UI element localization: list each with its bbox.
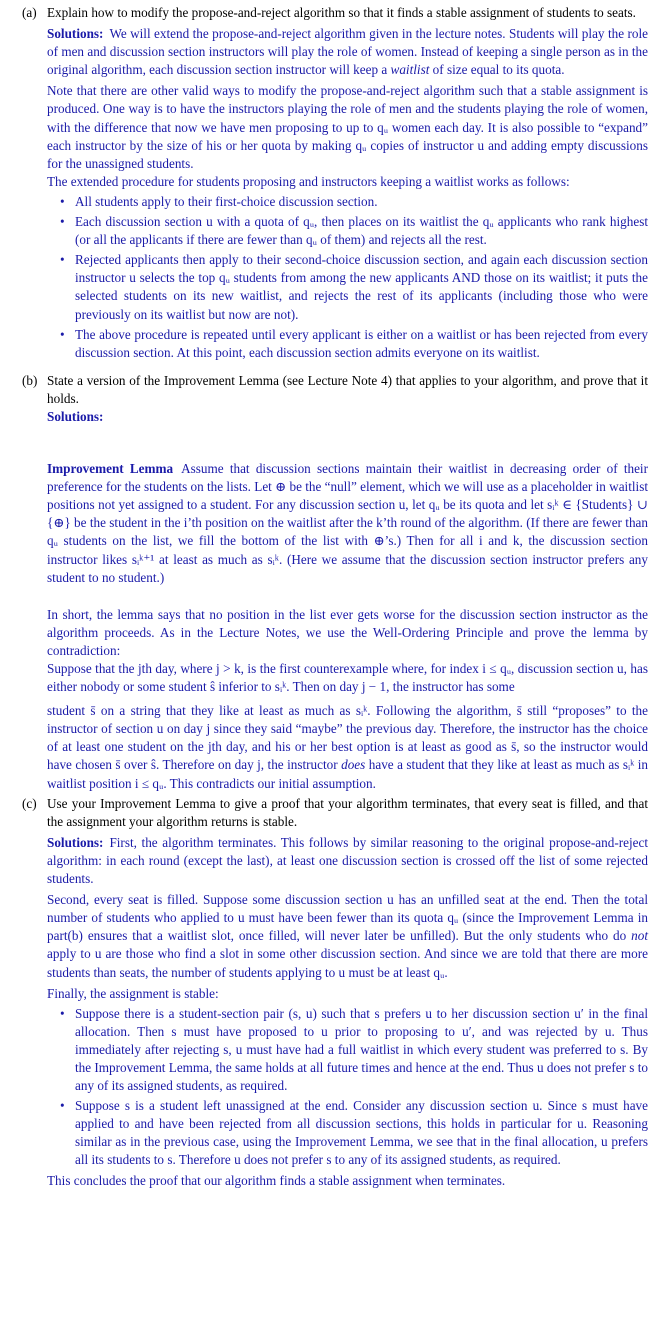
part-a-solution-p1-emph: waitlist xyxy=(390,62,430,78)
part-a-bullet-list xyxy=(47,193,648,362)
part-b-short: In short, the lemma says that no position in the list ever gets worse for the discussion section instructor as the algorithm proceeds. As in the Lecture Notes, we use the Well-Ordering Principle and prove the lemma by contradiction: xyxy=(47,606,648,658)
part-c-solution-heading: Solutions: xyxy=(47,834,104,850)
part-c-bullet-list xyxy=(47,1005,648,1170)
part-a-bullet: • All students apply to their first-choice discussion section. xyxy=(75,193,648,211)
part-c-conclusion: This concludes the proof that our algorithm finds a stable assignment when terminates. xyxy=(47,1172,506,1188)
part-a-bullet: • Each discussion section u with a quota of qᵤ, then places on its waitlist the qᵤ applicants who rank highest (or all the applicants if there are fewer than qᵤ of them) and rejects all the rest. xyxy=(75,213,648,249)
part-b xyxy=(22,372,648,793)
part-b-suppose: Suppose that the jth day, where j > k, is the first counterexample where, for index i ≤ qᵤ, discussion section u, has either nobody or some student ŝ inferior to sᵢᵏ. Then on day j − 1, the instructor has some xyxy=(47,661,648,695)
part-b-lemma xyxy=(47,460,648,587)
part-a-p2: Note that there are other valid ways to modify the propose-and-reject algorithm such that a stable assignment is produced. One way is to have the instructors playing the role of men and the students playing the role of women, with the difference that now we have men proposing to up to qᵤ women each day. It is also possible to “expand” each instructor by the size of his or her quota by making qᵤ copies of instructor u and adding empty discussions for the unassigned students. xyxy=(47,83,648,171)
part-b-blank-space xyxy=(47,426,648,460)
part-a-solution-p1-before: We will extend the propose-and-reject algorithm given in the lecture notes. Students will play the role of men and discussion section instructors will play the role of women. Instead of keeping a single person as in the original algorithm, each discussion section instructor will keep a xyxy=(47,26,648,78)
part-b-student-para xyxy=(47,702,648,792)
part-c-p2-before: Second, every seat is filled. Suppose some discussion section u has an unfilled seat at the end. Then the total number of students who applied to u must have been fewer than its quota qᵤ (since the Improvement Lemma in part(b) ensures that a waitlist slot, once filled, will never later be unfilled). But the only students who do xyxy=(47,892,648,944)
part-b-lemma-title: Improvement Lemma xyxy=(47,461,174,477)
part-b-label: (b) xyxy=(22,372,38,388)
part-c-bullet: • Suppose s is a student left unassigned at the end. Consider any discussion section u. Since s must have applied to and have been rejected from all discussion sections, this holds in particular for u. Reasoning similar as in the previous case, using the Improvement Lemma, we see that in the final allocation, u prefers all its students to s. Therefore u does not prefer s to any of its assigned students, as required. xyxy=(75,1097,648,1169)
part-c-question: Use your Improvement Lemma to give a proof that your algorithm terminates, that every seat is filled, and that the assignment your algorithm returns is stable. xyxy=(47,795,648,829)
part-a-solution-p1-after: of size equal to its quota. xyxy=(429,62,565,78)
part-a-p3: The extended procedure for students proposing and instructors keeping a waitlist works as follows: xyxy=(47,173,570,189)
part-c-p2-emph: not xyxy=(631,928,648,944)
part-b-solution-heading: Solutions: xyxy=(47,408,104,424)
part-b-student-emph: does xyxy=(341,757,366,773)
part-a-solution-p1 xyxy=(47,25,648,79)
part-c-bullet: • Suppose there is a student-section pair (s, u) such that s prefers u to her discussion section u′ in the final allocation. Then s must have proposed to u prior to proposing to u′, and was rejected by u. Thus immediately after rejecting s, u must have had a full waitlist in which every student was preferred to s. By the Improvement Lemma, the same holds at all future times and hence at the end. Thus u does not prefer s to any of its assigned students, as required. xyxy=(75,1005,648,1095)
part-a-bullet: • The above procedure is repeated until every applicant is either on a waitlist or has been rejected from every discussion section. At this point, each discussion section admits everyone on its waitlist. xyxy=(75,326,648,362)
part-c-p2-after: apply to u are those who find a slot in some other discussion section. And since we are told that there are more students than seats, the number of students applying to u must be at least qᵤ. xyxy=(47,946,648,980)
part-b-student-before: student s̄ on a string that they like at least as much as sᵢᵏ. Following the algorithm, s̄ still “proposes” to the instructor of section u on day j since they said “maybe” the previous day. Therefore, the instructor has the choice of at least one student on the jth day, and his or her best option is at least as good as s̄, so the instructor would have chosen s̄ over ŝ. Therefore on day j, the instructor xyxy=(47,703,648,773)
part-c-label: (c) xyxy=(22,795,37,811)
part-c-p3: Finally, the assignment is stable: xyxy=(47,985,219,1001)
part-c-p1 xyxy=(47,834,648,888)
part-b-question: State a version of the Improvement Lemma (see Lecture Note 4) that applies to your algorithm, and prove that it holds. xyxy=(47,372,648,406)
part-c xyxy=(22,795,648,1190)
part-a-question: Explain how to modify the propose-and-reject algorithm so that it finds a stable assignment of students to seats. xyxy=(47,5,636,20)
part-a xyxy=(22,4,648,362)
part-a-bullet: • Rejected applicants then apply to their second-choice discussion section, and again each discussion section instructor u selects the top qᵤ students from among the new applicants AND those on its waitlist; it puts the selected students on its new waitlist, and rejects the rest of its applicants (including those who were previously on its waitlist but now are not). xyxy=(75,251,648,323)
part-c-p1-text: First, the algorithm terminates. This follows by similar reasoning to the original propose-and-reject algorithm: in each round (except the last), at least one discussion section is crossed off the list of some rejected students. xyxy=(47,834,648,887)
part-a-solution-heading: Solutions: xyxy=(47,26,104,42)
part-b-lemma-text: Assume that discussion sections maintain their waitlist in decreasing order of their preference for the students on the lists. Let ⊕ be the “null” element, which we will use as a placeholder in waitlist positions not yet assigned to a student. For any discussion section u, let qᵤ be its quota and let sᵢᵏ ∈ {Students} ∪ {⊕} be the student in the i’th position on the waitlist after the k’th round of the algorithm. (If there are fewer than qᵤ students on the list, we fill the bottom of the list with ⊕’s.) Then for all i and k, the discussion section instructor likes sᵢᵏ⁺¹ at least as much as sᵢᵏ. (Here we assume that the discussion section instructor prefers any student to no student.) xyxy=(47,461,648,585)
part-b-student-after: have a student that they like at least as much as sᵢᵏ in waitlist position i ≤ qᵤ. This contradicts our initial assumption. xyxy=(47,757,648,791)
part-c-p2 xyxy=(47,891,648,981)
part-a-label: (a) xyxy=(22,5,37,20)
